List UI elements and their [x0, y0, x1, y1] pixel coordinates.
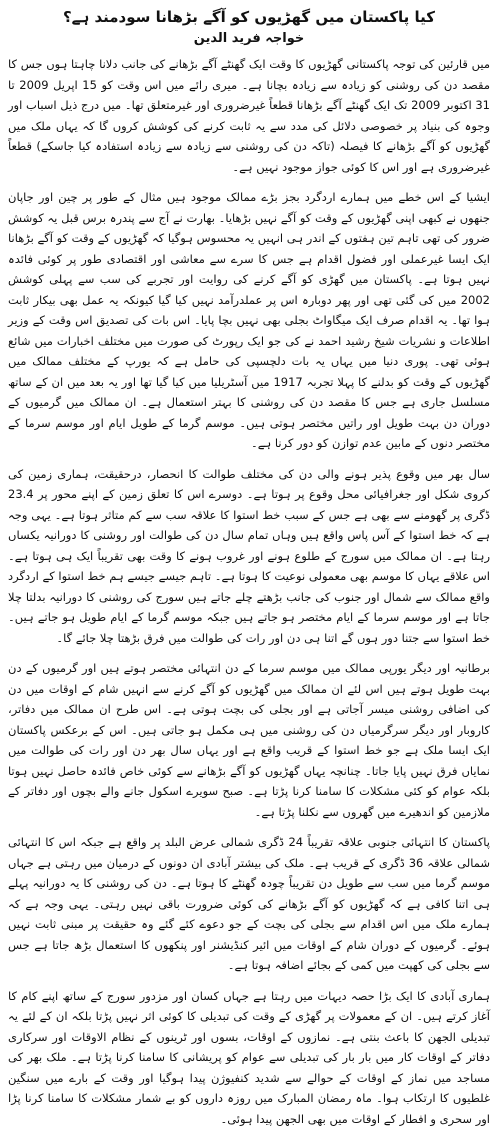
article-paragraph: سال بھر میں وقوع پذیر ہونے والی دن کی مختلف طوالت کا انحصار، درحقیقت، ہماری زمین کی کروی شکل اور جغرافیائی محل وقوع پر ہوتا ہے۔ دوسرے اس کا تعلق زمین کے اپنے محور پر 23.4 ڈگری پر گھومنے سے بھی ہے جس کے سبب خط استوا کا علاقہ سب سے کم متاثر ہوتا ہے۔ یہی وجہ ہے کہ خط استوا کے آس پاس واقع ہیں وہاں تمام سال دن کی طوالت اور روشنی کا دورانیہ یکساں رہتا ہے۔ ان ممالک میں سورج کے طلوع ہونے اور غروب ہونے کا وقت بھی تقریباً ایک ہی ہوتا ہے۔ اس علاقے یہاں کا موسم بھی معمولی نوعیت کا ہوتا ہے۔ تاہم جیسے جیسے ہم خط استوا کے اردگرد واقع ممالک سے شمال اور جنوب کی جانب بڑھتے چلے جاتے ہیں سورج کی روشنی کا دورانیہ بدلتا چلا جاتا ہے اور موسم سرما کے ایام مختصر ہو جاتے ہیں جبکہ موسم گرما کے ایام طویل ہو جاتے ہیں۔ خط استوا سے جتنا دور ہوں گے اتنا ہی دن اور رات کی طوالت میں فرق بڑھتا چلا جائے گا۔	[8, 464, 490, 649]
article-author: خواجہ فرید الدین	[8, 30, 490, 48]
article-paragraph: برطانیہ اور دیگر یورپی ممالک میں موسم سرما کے دن انتہائی مختصر ہوتے ہیں اور گرمیوں کے دن بہت طویل ہوتے ہیں اس لئے ان ممالک میں گھڑیوں کو آگے کرنے سے انہیں شام کے اوقات میں دن کی اضافی روشنی میسر آجاتی ہے اور بجلی کی بچت ہوتی ہے۔ اس طرح ان ممالک میں دفاتر، کاروبار اور دیگر سرگرمیاں دن کی روشنی میں ہی مکمل ہو جاتی ہیں۔ اس کے برعکس پاکستان ایک ایسا ملک ہے جو خط استوا کے قریب واقع ہے اور یہاں سال بھر دن اور رات کی طوالت میں نمایاں فرق نہیں پایا جاتا۔ چنانچہ یہاں گھڑیوں کو آگے بڑھانے سے کوئی خاص فائدہ حاصل نہیں ہوتا بلکہ عوام کو کئی مشکلات کا سامنا کرنا پڑتا ہے۔ صبح سویرے اسکول جانے والے بچوں اور دفاتر کے ملازمین کو اندھیرے میں گھروں سے نکلنا پڑتا ہے۔	[8, 658, 490, 822]
article-paragraph: پاکستان کا انتہائی جنوبی علاقہ تقریباً 24 ڈگری شمالی عرض البلد پر واقع ہے جبکہ اس کا انتہائی شمالی علاقہ 36 ڈگری کے قریب ہے۔ ملک کی بیشتر آبادی ان دونوں کے درمیان میں رہتی ہے جہاں موسم گرما میں سب سے طویل دن تقریباً چودہ گھنٹے کا ہوتا ہے۔ دن کی روشنی کا یہ دورانیہ پہلے ہی اتنا کافی ہے کہ گھڑیوں کو آگے بڑھانے کی کوئی ضرورت باقی نہیں رہتی۔ یہی وجہ ہے کہ ہمارے ملک میں اس اقدام سے بجلی کی بچت کے جو دعوے کئے گئے وہ حقیقت پر مبنی ثابت نہیں ہوئے۔ گرمیوں کے دوران شام کے اوقات میں ائیر کنڈیشنر اور پنکھوں کا استعمال بڑھ جاتا ہے جس سے بجلی کی کھپت میں کمی کے بجائے اضافہ ہوتا ہے۔	[8, 832, 490, 976]
article-paragraph: میں قارئین کی توجہ پاکستانی گھڑیوں کا وقت ایک گھنٹے آگے بڑھانے کی جانب دلانا چاہتا ہوں جس کا مقصد دن کی روشنی کو زیادہ سے زیادہ بچانا ہے۔ میری رائے میں اس وقت کو 15 اپریل 2009 تا 31 اکتوبر 2009 تک ایک گھنٹے آگے بڑھانا قطعاً غیرضروری اور غیرمتعلق تھا۔ میں درج ذیل اسباب اور وجوہ کی بنیاد پر خصوصی دلائل کی مدد سے یہ ثابت کرنے کی کوشش کروں گا کہ یہاں ملک میں گھڑیوں کو آگے بڑھانے کا فیصلہ (تاکہ دن کی روشنی سے زیادہ سے زیادہ استفادہ کیا جاسکے) قطعاً غیرضروری ہے اور اس کا کوئی جواز موجود نہیں ہے۔	[8, 54, 490, 177]
article-paragraph: ایشیا کے اس خطے میں ہمارے اردگرد بجز بڑے ممالک موجود ہیں مثال کے طور پر چین اور جاپان جنھوں نے کبھی اپنی گھڑیوں کے وقت کو آگے نہیں بڑھایا۔ بھارت نے آج سے پندرہ برس قبل یہ کوشش ضرور کی تھی تاہم تین ہفتوں کے اندر ہی انہیں یہ محسوس ہوگیا کہ گھڑیوں کے وقت کو آگے بڑھانا ایک ایسا غیرعملی اور فضول اقدام ہے جس کا سرے سے معاشی اور اقتصادی طور پر کوئی فائدہ نہیں ہوتا ہے۔ پاکستان میں گھڑی کو آگے کرنے کی روایت اور تجربے کی سب سے پہلی کوشش 2002 میں کی گئی تھی اور پھر دوبارہ اس پر عملدرآمد نہیں کیا گیا کیونکہ یہ عمل بھی بیکار ثابت ہوا تھا۔ یہ اقدام صرف ایک میگاواٹ بجلی بھی نہیں بچا پایا۔ اس بات کی تصدیق اس وقت کے وزیر اطلاعات و نشریات شیخ رشید احمد نے کی جو ایک رپورٹ کی صورت میں مختلف اخبارات میں شائع ہوئی تھی۔ پوری دنیا میں یہاں یہ بات دلچسپی کی حامل ہے کہ یورپ کے مختلف ممالک میں گھڑیوں کے وقت کو بدلنے کا پہلا تجربہ 1917 میں آسٹریلیا میں کیا گیا تھا اور یہ بعد میں ان کے ساتھ مسلسل جاری ہے جس کا مقصد دن کی روشنی کا بہتر استعمال ہے۔ ان ممالک میں گرمیوں کے دوران دن بہت طویل اور راتیں مختصر ہوتی ہیں۔ موسم گرما کے طویل ایام اور موسم سرما کے مختصر دنوں کے مابین عدم توازن کو دور کرنا ہے۔	[8, 187, 490, 454]
article-title: کیا پاکستان میں گھڑیوں کو آگے بڑھانا سودمند ہے؟	[8, 6, 490, 28]
article-paragraph: ہماری آبادی کا ایک بڑا حصہ دیہات میں رہتا ہے جہاں کسان اور مزدور سورج کے ساتھ اپنے کام کا آغاز کرتے ہیں۔ ان کے معمولات پر گھڑی کے وقت کی تبدیلی کا کوئی اثر نہیں پڑتا بلکہ ان کے لئے یہ تبدیلی الجھن کا باعث بنتی ہے۔ نمازوں کے اوقات، بسوں اور ٹرینوں کے نظام الاوقات اور سرکاری دفاتر کے اوقات کار میں بار بار کی تبدیلی سے عوام کو پریشانی کا سامنا کرنا پڑتا ہے۔ ملک بھر کی مساجد میں نماز کے اوقات کے حوالے سے شدید کنفیوژن پیدا ہوگیا اور وقت کے بارے میں سنگین غلطیوں کا ارتکاب ہوا۔ ماہ رمضان المبارک میں روزہ داروں کو بے شمار مشکلات کا سامنا کرنا پڑا اور سحری و افطار کے اوقات میں بھی الجھن پیدا ہوئی۔	[8, 986, 490, 1129]
